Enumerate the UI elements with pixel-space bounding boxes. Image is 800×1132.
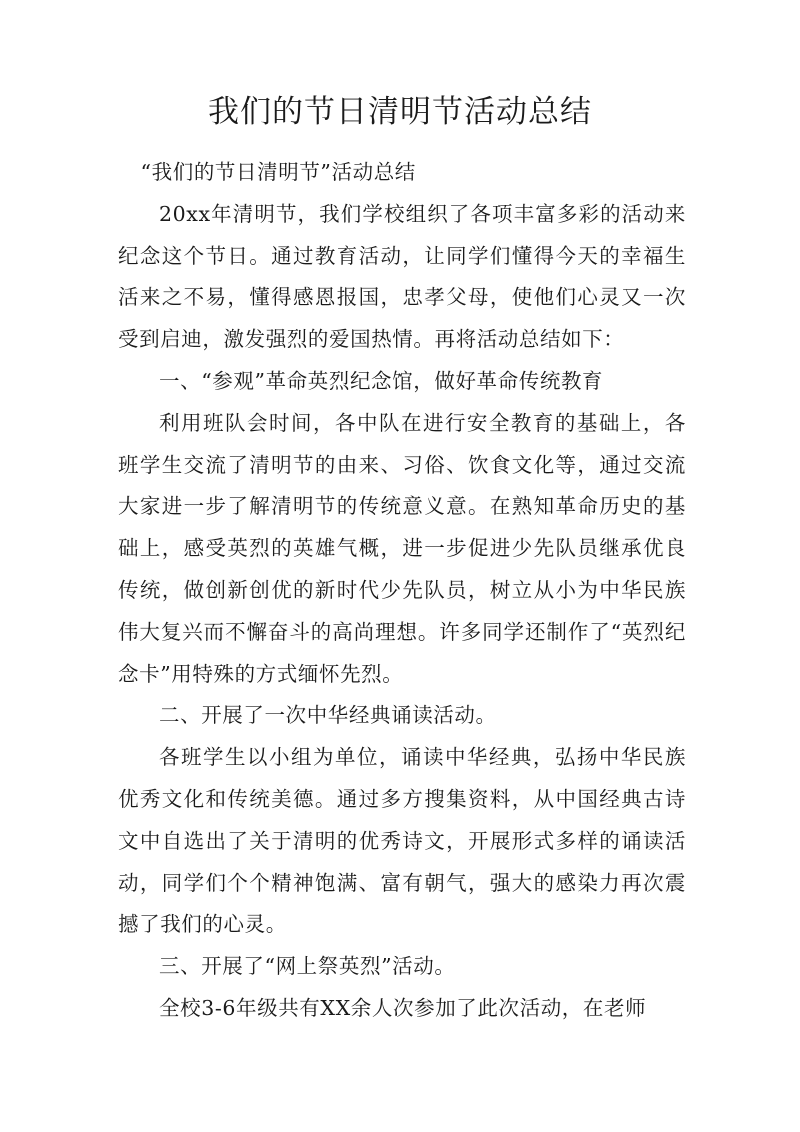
- section-3-paragraph: 全校3-6年级共有XX余人次参加了此次活动，在老师: [159, 995, 647, 1020]
- section-2-paragraph: 各班学生以小组为单位，诵读中华经典，弘扬中华民族优秀文化和传统美德。通过多方搜集资料，从中国经典古诗文中自选出了关于清明的优秀诗文，开展形式多样的诵读活动，同学们个个精神饱满、富有朝气，强大的感染力再次震撼了我们的心灵。: [118, 745, 686, 937]
- document-subtitle: “我们的节日清明节”活动总结: [140, 160, 416, 184]
- section-heading-3: 三、开展了“网上祭英烈”活动。: [159, 954, 456, 979]
- section-1-paragraph: 利用班队会时间，各中队在进行安全教育的基础上，各班学生交流了清明节的由来、习俗、饮食文化等，通过交流大家进一步了解清明节的传统意义意。在熟知革命历史的基础上，感受英烈的英雄气概，进一步促进少先队员继承优良传统，做创新创优的新时代少先队员，树立从小为中华民族伟大复兴而不懈奋斗的高尚理想。许多同学还制作了“英烈纪念卡”用特殊的方式缅怀先烈。: [118, 410, 686, 686]
- intro-paragraph: 20xx年清明节，我们学校组织了各项丰富多彩的活动来纪念这个节日。通过教育活动，让同学们懂得今天的幸福生活来之不易，懂得感恩报国，忠孝父母，使他们心灵又一次受到启迪，激发强烈的爱国热情。再将活动总结如下：: [118, 201, 686, 352]
- section-heading-2: 二、开展了一次中华经典诵读活动。: [159, 703, 497, 728]
- section-heading-1: 一、“参观”革命英烈纪念馆，做好革命传统教育: [159, 368, 604, 393]
- document-body: [118, 152, 686, 1030]
- document-title: 我们的节日清明节活动总结: [208, 94, 592, 130]
